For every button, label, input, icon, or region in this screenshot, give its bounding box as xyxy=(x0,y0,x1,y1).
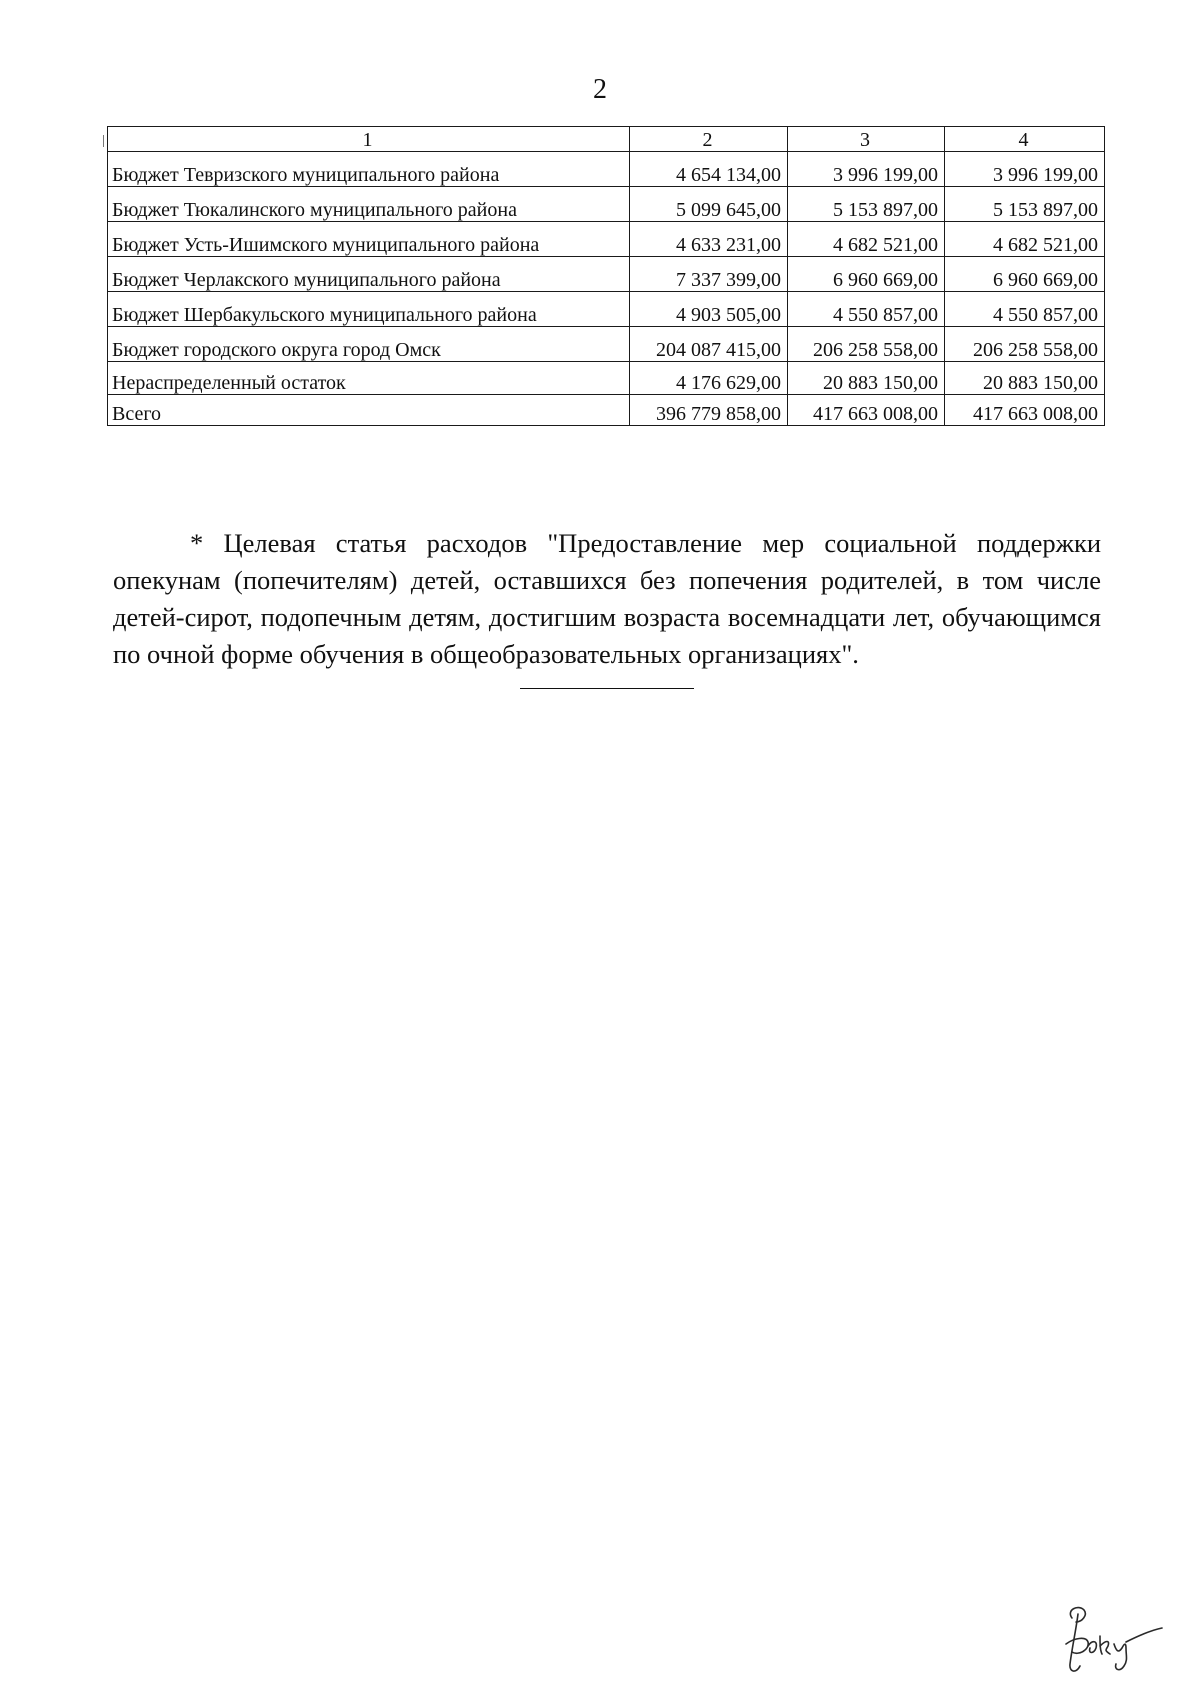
footnote: * Целевая статья расходов "Предоставление мер социальной поддержки опекунам (попечителям) детей, оставшихся без попечения родителей, в том числе детей-сирот, подопечным детям, достигшим возраста восемнадцати лет, обучающимся по очной форме обучения в общеобразовательных организациях". xyxy=(113,527,1101,669)
row-value-col3: 6 960 669,00 xyxy=(788,257,945,292)
table-row xyxy=(108,292,1105,327)
row-value-col4: 206 258 558,00 xyxy=(945,327,1105,362)
row-value-col2: 4 176 629,00 xyxy=(630,362,788,395)
table-header-row xyxy=(108,127,1105,152)
table-row xyxy=(108,152,1105,187)
row-value-col3: 206 258 558,00 xyxy=(788,327,945,362)
row-value-col4: 4 682 521,00 xyxy=(945,222,1105,257)
row-value-col3: 20 883 150,00 xyxy=(788,362,945,395)
row-value-col4: 3 996 199,00 xyxy=(945,152,1105,187)
row-value-col3: 3 996 199,00 xyxy=(788,152,945,187)
row-value-col2: 5 099 645,00 xyxy=(630,187,788,222)
row-name: Бюджет Тюкалинского муниципального района xyxy=(108,187,630,222)
table-row xyxy=(108,362,1105,395)
row-value-col3: 5 153 897,00 xyxy=(788,187,945,222)
row-name: Бюджет Черлакского муниципального района xyxy=(108,257,630,292)
row-name: Бюджет городского округа город Омск xyxy=(108,327,630,362)
row-value-col2: 204 087 415,00 xyxy=(630,327,788,362)
table-row xyxy=(108,222,1105,257)
row-name: Бюджет Усть-Ишимского муниципального района xyxy=(108,222,630,257)
row-value-col2: 4 654 134,00 xyxy=(630,152,788,187)
row-value-col4: 4 550 857,00 xyxy=(945,292,1105,327)
row-name: Бюджет Шербакульского муниципального района xyxy=(108,292,630,327)
table-row xyxy=(108,187,1105,222)
page-number: 2 xyxy=(593,74,607,105)
row-value-col3: 417 663 008,00 xyxy=(788,395,945,426)
row-value-col3: 4 550 857,00 xyxy=(788,292,945,327)
table-row-total xyxy=(108,395,1105,426)
margin-tick xyxy=(103,135,104,147)
budget-table xyxy=(107,126,1105,426)
column-header-3: 3 xyxy=(788,127,945,152)
row-name: Нераспределенный остаток xyxy=(108,362,630,395)
column-header-1: 1 xyxy=(108,127,630,152)
row-value-col2: 4 633 231,00 xyxy=(630,222,788,257)
row-value-col4: 6 960 669,00 xyxy=(945,257,1105,292)
table-row xyxy=(108,257,1105,292)
row-value-col4: 20 883 150,00 xyxy=(945,362,1105,395)
row-value-col2: 396 779 858,00 xyxy=(630,395,788,426)
table-row xyxy=(108,327,1105,362)
closing-divider xyxy=(520,688,694,689)
signature-initials xyxy=(1058,1600,1168,1680)
row-name: Всего xyxy=(108,395,630,426)
row-value-col3: 4 682 521,00 xyxy=(788,222,945,257)
row-value-col2: 7 337 399,00 xyxy=(630,257,788,292)
row-name: Бюджет Тевризского муниципального района xyxy=(108,152,630,187)
column-header-4: 4 xyxy=(945,127,1105,152)
row-value-col2: 4 903 505,00 xyxy=(630,292,788,327)
row-value-col4: 5 153 897,00 xyxy=(945,187,1105,222)
row-value-col4: 417 663 008,00 xyxy=(945,395,1105,426)
column-header-2: 2 xyxy=(630,127,788,152)
